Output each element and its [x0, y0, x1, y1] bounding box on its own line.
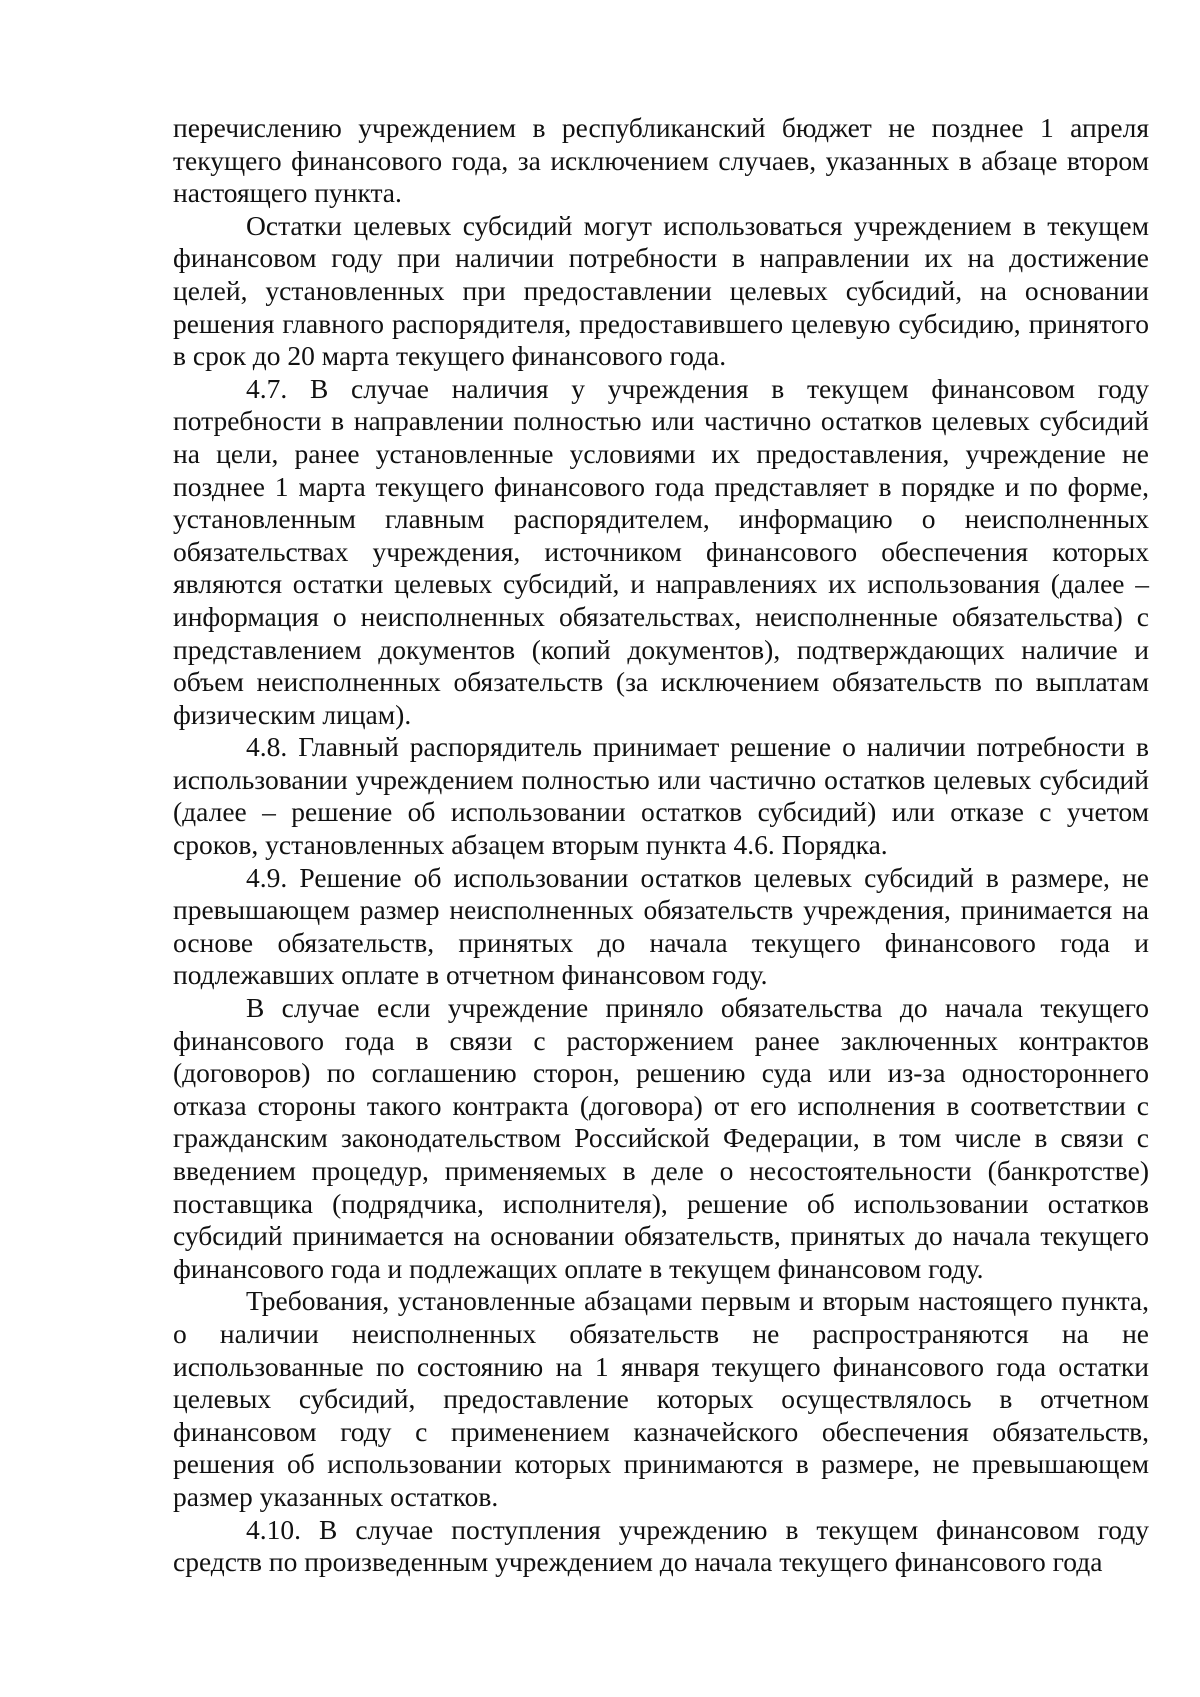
paragraph-continuation: перечислению учреждением в республиканский бюджет не позднее 1 апреля текущего финансового года, за исключением случаев, указанных в абзаце втором настоящего пункта.: [173, 112, 1149, 209]
paragraph-4-9: 4.9. Решение об использовании остатков целевых субсидий в размере, не превышающем размер неисполненных обязательств учреждения, принимается на основе обязательств, принятых до начала текущего финансового года и подлежавших оплате в отчетном финансовом году.: [173, 861, 1149, 991]
document-page: [173, 112, 1149, 1579]
paragraph-4-9-third: Требования, установленные абзацами первым и вторым настоящего пункта, о наличии неисполненных обязательств не распространяются на не использованные по состоянию на 1 января текущего финансового года остатки целевых субсидий, предоставление которых осуществлялось в отчетном финансовом году с применением казначейского обеспечения обязательств, решения об использовании которых принимаются в размере, не превышающем размер указанных остатков.: [173, 1285, 1149, 1512]
paragraph-4-10: 4.10. В случае поступления учреждению в текущем финансовом году средств по произведенным учреждением до начала текущего финансового года: [173, 1513, 1149, 1578]
paragraph-4-9-second: В случае если учреждение приняло обязательства до начала текущего финансового года в связи с расторжением ранее заключенных контрактов (договоров) по соглашению сторон, решению суда или из-за одностороннего отказа стороны такого контракта (договора) от его исполнения в соответствии с гражданским законодательством Российской Федерации, в том числе в связи с введением процедур, применяемых в деле о несостоятельности (банкротстве) поставщика (подрядчика, исполнителя), решение об использовании остатков субсидий принимается на основании обязательств, принятых до начала текущего финансового года и подлежащих оплате в текущем финансовом году.: [173, 992, 1149, 1284]
paragraph-remaining-subsidies: Остатки целевых субсидий могут использоваться учреждением в текущем финансовом году при наличии потребности в направлении их на достижение целей, установленных при предоставлении целевых субсидий, на основании решения главного распорядителя, предоставившего целевую субсидию, принятого в срок до 20 марта текущего финансового года.: [173, 209, 1149, 372]
paragraph-4-7: 4.7. В случае наличия у учреждения в текущем финансовом году потребности в направлении полностью или частично остатков целевых субсидий на цели, ранее установленные условиями их предоставления, учреждение не позднее 1 марта текущего финансового года представляет в порядке и по форме, установленным главным распорядителем, информацию о неисполненных обязательствах учреждения, источником финансового обеспечения которых являются остатки целевых субсидий, и направлениях их использования (далее – информация о неисполненных обязательствах, неисполненные обязательства) с представлением документов (копий документов), подтверждающих наличие и объем неисполненных обязательств (за исключением обязательств по выплатам физическим лицам).: [173, 372, 1149, 730]
paragraph-4-8: 4.8. Главный распорядитель принимает решение о наличии потребности в использовании учреждением полностью или частично остатков целевых субсидий (далее – решение об использовании остатков субсидий) или отказе с учетом сроков, установленных абзацем вторым пункта 4.6. Порядка.: [173, 731, 1149, 861]
